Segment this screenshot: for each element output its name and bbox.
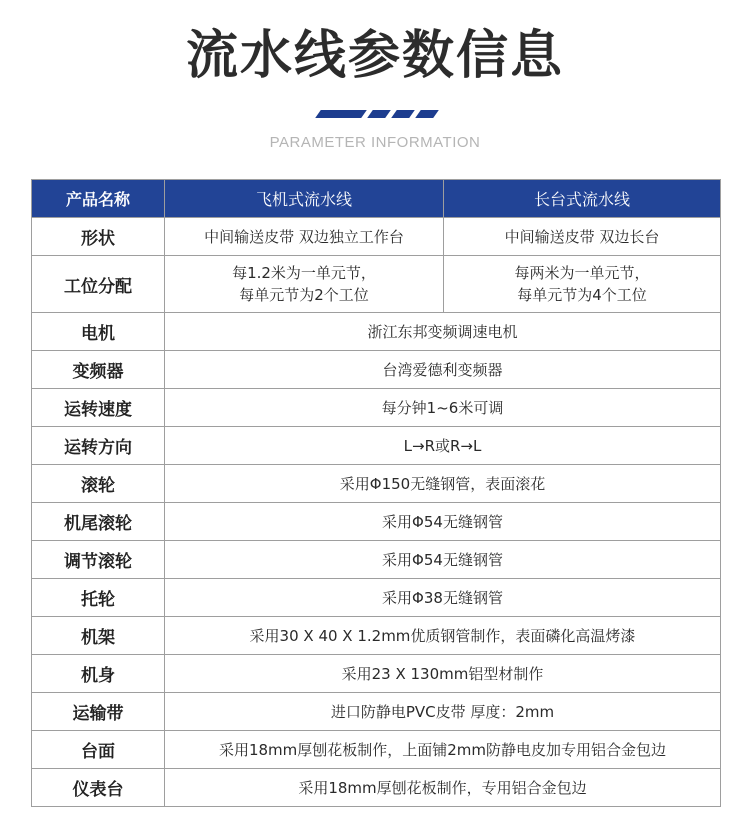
row-label: 仪表台 xyxy=(32,769,165,807)
row-label: 调节滚轮 xyxy=(32,541,165,579)
row-label: 运转速度 xyxy=(32,389,165,427)
row-label: 形状 xyxy=(32,218,165,256)
row-label: 电机 xyxy=(32,313,165,351)
row-label: 工位分配 xyxy=(32,256,165,313)
header-product-name: 产品名称 xyxy=(32,180,165,218)
table-row xyxy=(32,579,721,617)
row-label: 机尾滚轮 xyxy=(32,503,165,541)
row-value: 采用Φ38无缝钢管 xyxy=(165,579,721,617)
table-row xyxy=(32,769,721,807)
table-row xyxy=(32,389,721,427)
row-value: 浙江东邦变频调速电机 xyxy=(165,313,721,351)
row-label: 滚轮 xyxy=(32,465,165,503)
parameter-table xyxy=(31,179,721,807)
row-label: 机身 xyxy=(32,655,165,693)
table-row xyxy=(32,541,721,579)
row-label: 机架 xyxy=(32,617,165,655)
row-value: 台湾爱德利变频器 xyxy=(165,351,721,389)
row-value-long-table xyxy=(444,256,721,313)
table-row xyxy=(32,731,721,769)
row-value: 采用Φ54无缝钢管 xyxy=(165,541,721,579)
value-line: 每单元节为2个工位 xyxy=(239,286,369,304)
row-value: 采用Φ54无缝钢管 xyxy=(165,503,721,541)
table-row xyxy=(32,465,721,503)
table-row xyxy=(32,427,721,465)
row-value-airplane xyxy=(165,256,444,313)
value-line: 每1.2米为一单元节， xyxy=(232,264,376,282)
table-row xyxy=(32,313,721,351)
title-decoration xyxy=(314,110,444,118)
row-value: 采用30 X 40 X 1.2mm优质钢管制作，表面磷化高温烤漆 xyxy=(165,617,721,655)
row-value-airplane: 中间输送皮带 双边独立工作台 xyxy=(165,218,444,256)
table-header-row xyxy=(32,180,721,218)
row-value: 采用23 X 130mm铝型材制作 xyxy=(165,655,721,693)
table-row xyxy=(32,256,721,313)
table-row xyxy=(32,617,721,655)
row-value-long-table: 中间输送皮带 双边长台 xyxy=(444,218,721,256)
row-value: 采用Φ150无缝钢管，表面滚花 xyxy=(165,465,721,503)
table-row xyxy=(32,503,721,541)
row-value: 采用18mm厚刨花板制作，专用铝合金包边 xyxy=(165,769,721,807)
header-airplane-line: 飞机式流水线 xyxy=(165,180,444,218)
row-label: 运转方向 xyxy=(32,427,165,465)
row-label: 变频器 xyxy=(32,351,165,389)
table-row xyxy=(32,693,721,731)
table-row xyxy=(32,218,721,256)
page-title: 流水线参数信息 xyxy=(185,26,564,86)
row-value: 进口防静电PVC皮带 厚度：2mm xyxy=(165,693,721,731)
header-long-table-line: 长台式流水线 xyxy=(444,180,721,218)
value-line: 每单元节为4个工位 xyxy=(517,286,647,304)
table-row xyxy=(32,655,721,693)
table-row xyxy=(32,351,721,389)
row-label: 台面 xyxy=(32,731,165,769)
row-label: 运输带 xyxy=(32,693,165,731)
value-line: 每两米为一单元节， xyxy=(514,264,650,282)
page-subtitle: PARAMETER INFORMATION xyxy=(269,134,481,151)
row-value: L→R或R→L xyxy=(165,427,721,465)
row-value: 每分钟1~6米可调 xyxy=(165,389,721,427)
row-label: 托轮 xyxy=(32,579,165,617)
row-value: 采用18mm厚刨花板制作，上面铺2mm防静电皮加专用铝合金包边 xyxy=(165,731,721,769)
